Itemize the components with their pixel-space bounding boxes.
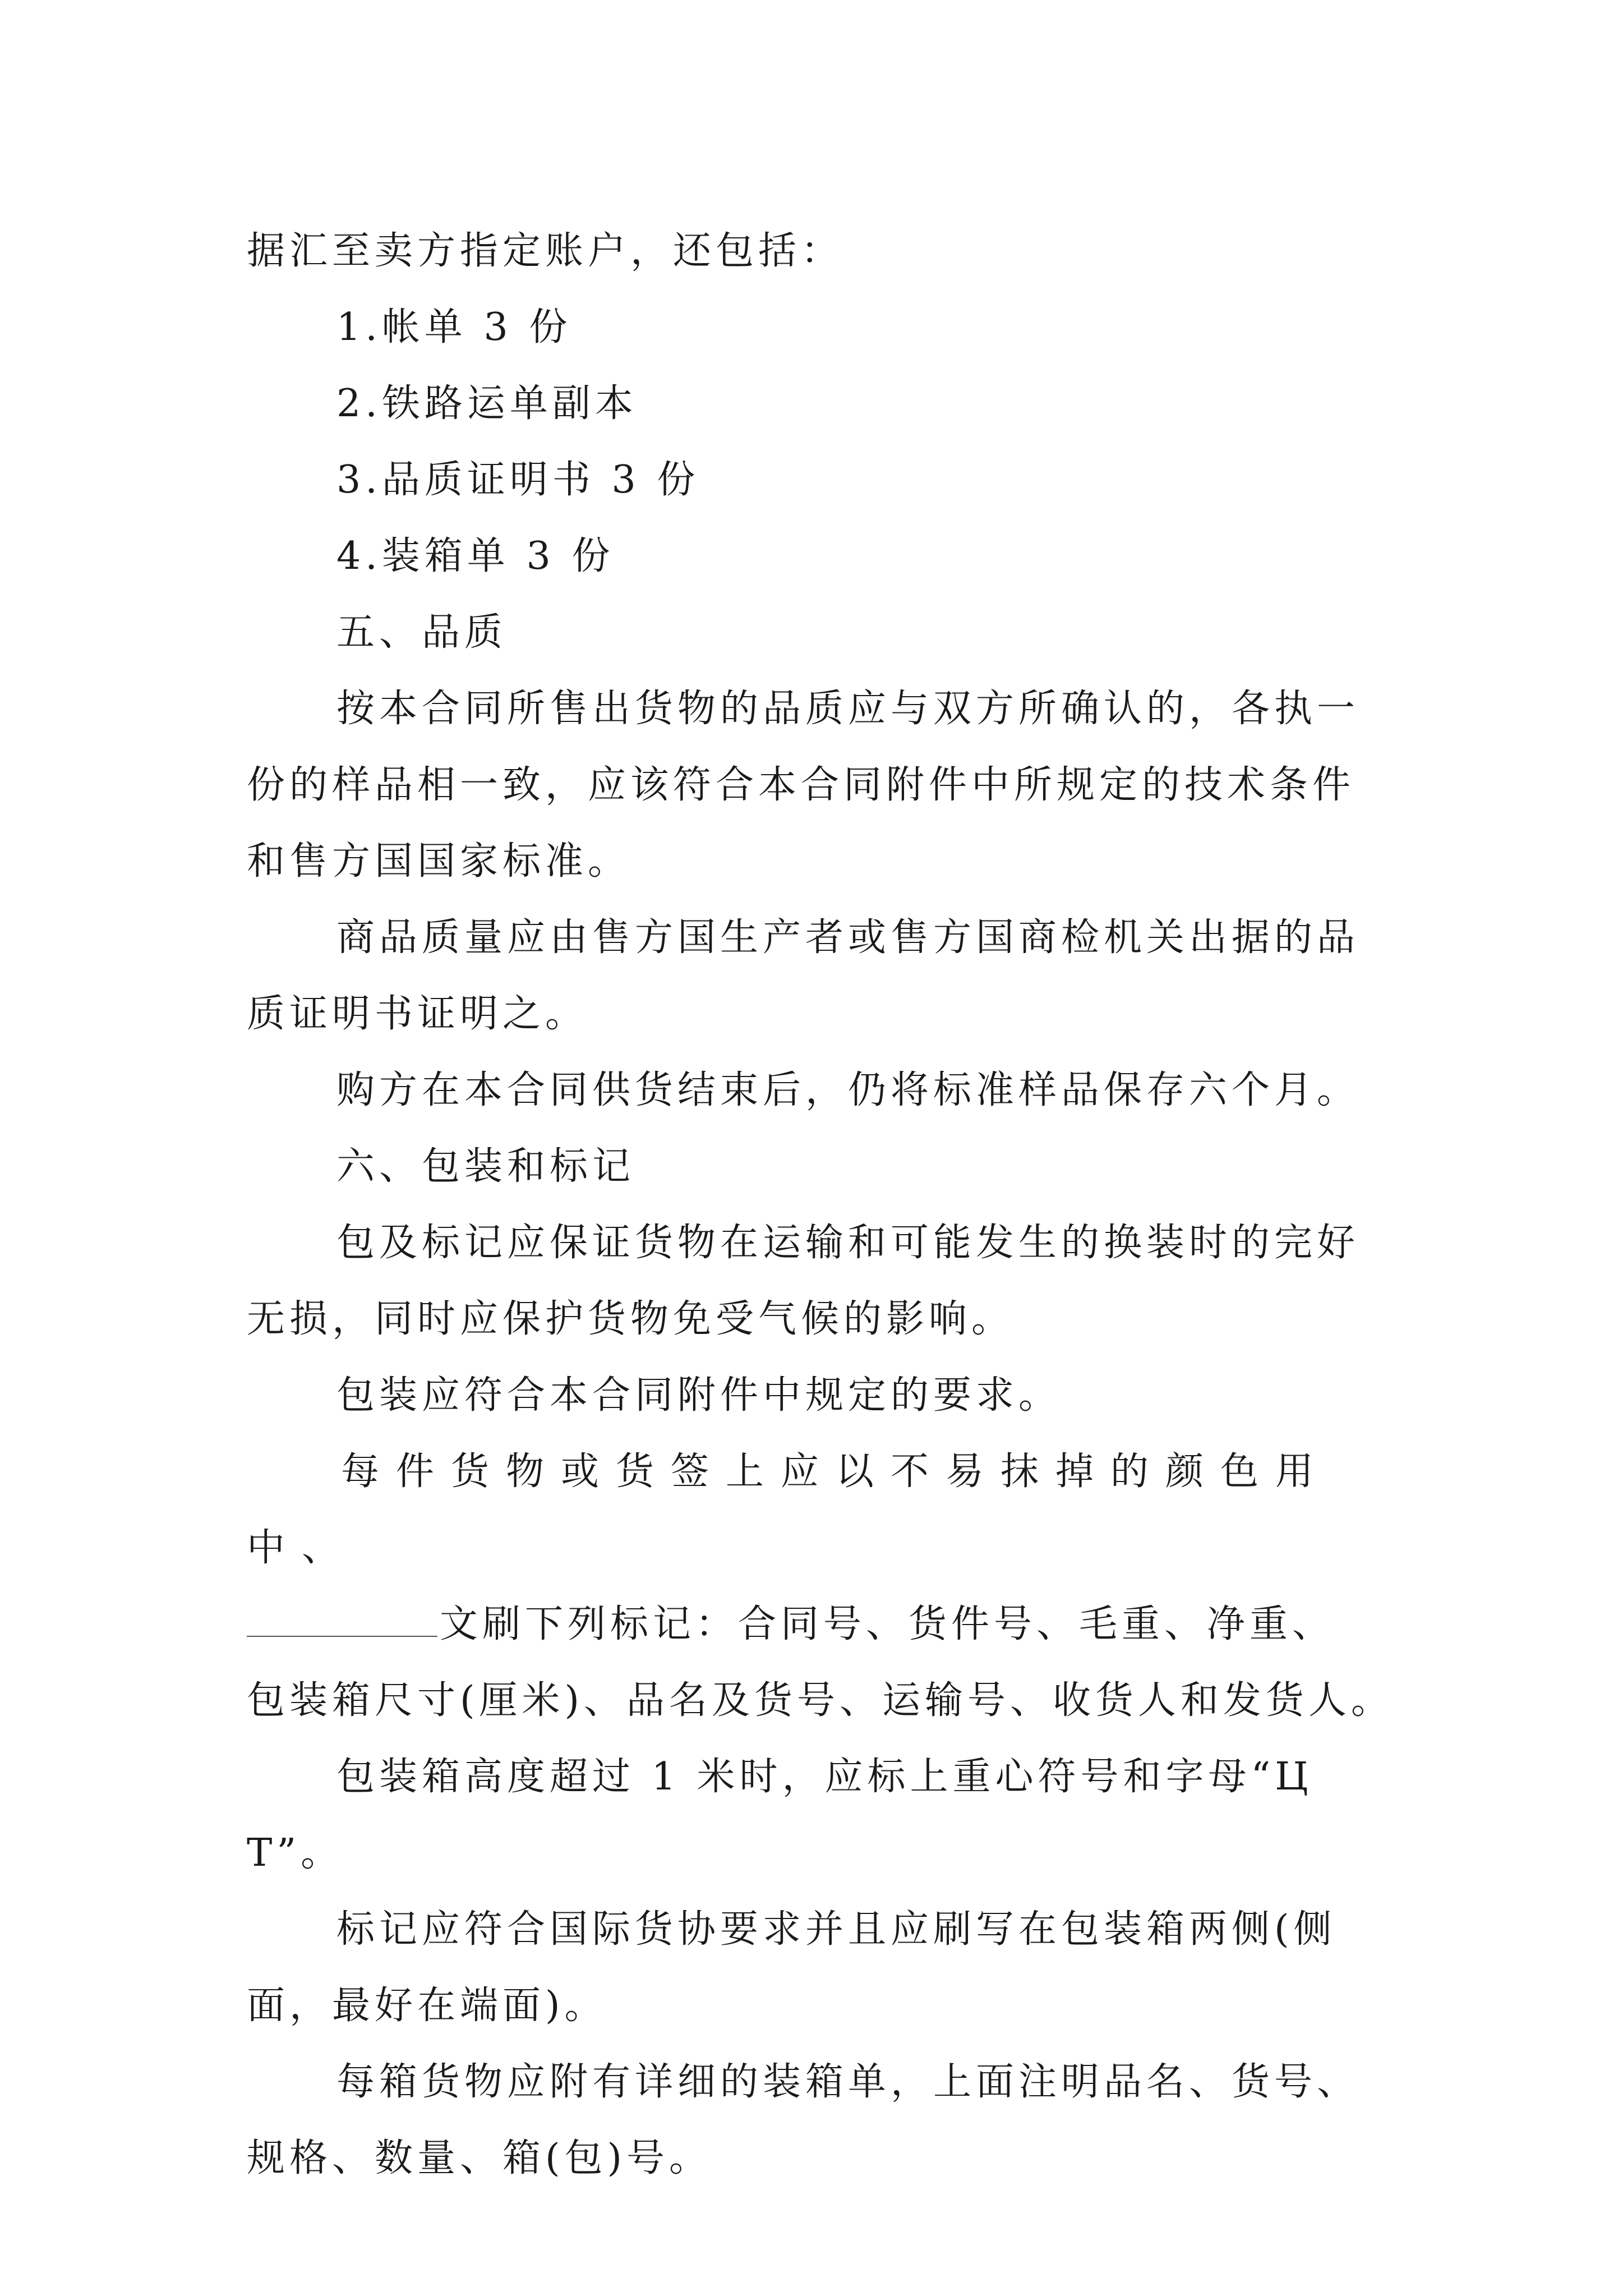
paragraph-packing-protection: 包及标记应保证货物在运输和可能发生的换装时的完好无损，同时应保护货物免受气候的影响。 bbox=[247, 1221, 1360, 1341]
list-item-invoice: 1.帐单 3 份 bbox=[336, 305, 572, 349]
marking-line-1: 每件货物或货签上应以不易抹掉的颜色用中、 bbox=[247, 1450, 1331, 1570]
paragraph-center-of-gravity: 包装箱高度超过 1 米时，应标上重心符号和字母“ЦТ”。 bbox=[247, 1755, 1313, 1875]
list-item-packing-list: 4.装箱单 3 份 bbox=[336, 534, 615, 578]
paragraph-packing-list-detail: 每箱货物应附有详细的装箱单，上面注明品名、货号、规格、数量、箱(包)号。 bbox=[247, 2060, 1360, 2180]
marking-line-2-text: 文刷下列标记：合同号、货件号、毛重、净重、 bbox=[440, 1602, 1335, 1646]
paragraph-payment-docs: 据汇至卖方指定账户，还包括： bbox=[247, 229, 844, 273]
paragraph-sample-retention: 购方在本合同供货结束后，仍将标准样品保存六个月。 bbox=[336, 1068, 1360, 1112]
marking-line-2 bbox=[247, 1586, 1396, 1663]
section-heading-quality: 五、品质 bbox=[336, 610, 508, 655]
list-item-railway-waybill: 2.铁路运单副本 bbox=[336, 381, 638, 426]
paragraph-packing-requirements: 包装应符合本合同附件中规定的要求。 bbox=[336, 1373, 1062, 1418]
paragraph-quality-certificate: 商品质量应由售方国生产者或售方国商检机关出据的品质证明书证明之。 bbox=[247, 915, 1360, 1036]
list-item-quality-certificate: 3.品质证明书 3 份 bbox=[336, 458, 700, 502]
marking-line-3: 包装箱尺寸(厘米)、品名及货号、运输号、收货人和发货人。 bbox=[247, 1678, 1394, 1723]
paragraph-marking bbox=[247, 1434, 1396, 1739]
paragraph-quality-standard: 按本合同所售出货物的品质应与双方所确认的，各执一份的样品相一致，应该符合本合同附件中所规定的技术条件和售方国国家标准。 bbox=[247, 687, 1360, 884]
document-body bbox=[247, 213, 1396, 2197]
fill-in-blank bbox=[247, 1596, 437, 1637]
paragraph-marking-placement: 标记应符合国际货协要求并且应刷写在包装箱两侧(侧面，最好在端面)。 bbox=[247, 1907, 1336, 2028]
section-heading-packing: 六、包装和标记 bbox=[336, 1144, 635, 1189]
